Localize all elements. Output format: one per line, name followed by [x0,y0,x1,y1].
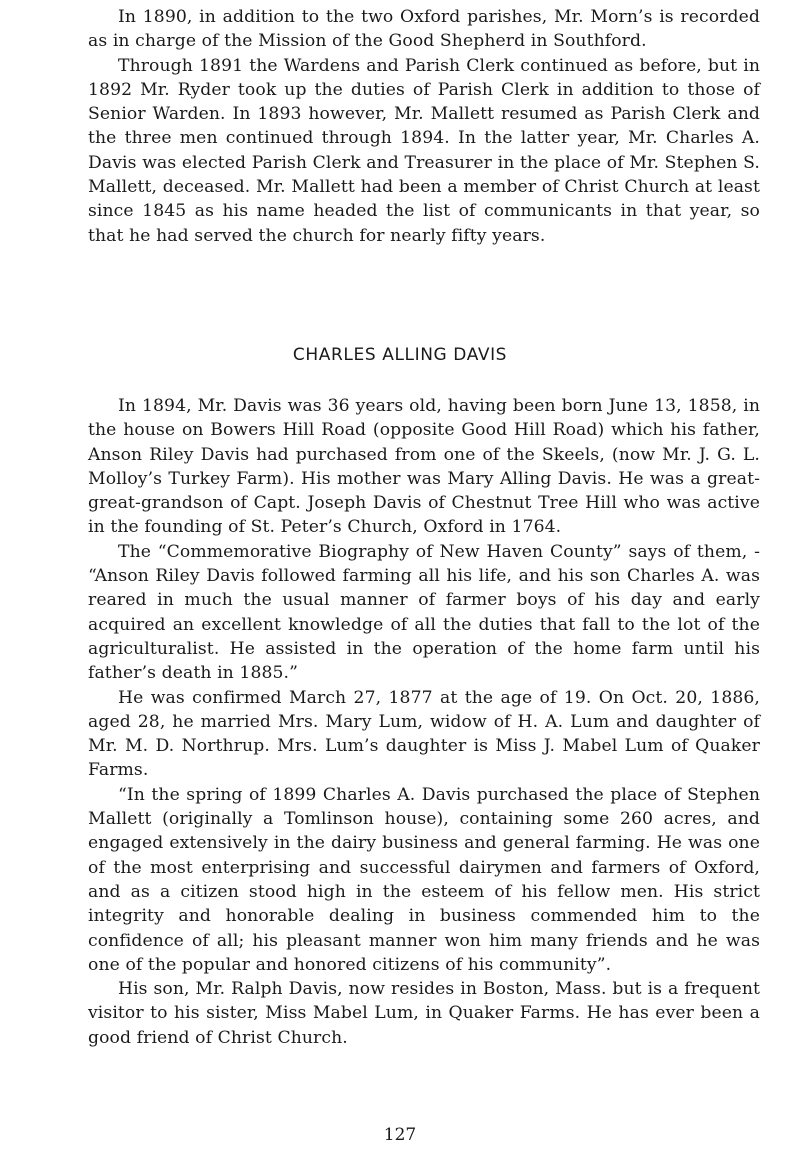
bottom-text-block [88,394,760,1050]
paragraph-wardens-parish-clerk: Through 1891 the Wardens and Parish Clerk continued as before, but in 1892 Mr. Ryder took up the duties of Parish Clerk in addition to those of Senior Warden. In 1893 however, Mr. Mallett resumed as Parish Clerk and the three men continued through 1894. In the latter year, Mr. Charles A. Davis was elected Parish Clerk and Treasurer in the place of Mr. Stephen S. Mallett, deceased. Mr. Mallett had been a member of Christ Church at least since 1845 as his name headed the list of communicants in that year, so that he had served the church for nearly fifty years. [88,55,760,246]
paragraph-commemorative-biography: The “Commemorative Biography of New Haven County” says of them, - “Anson Riley Davis followed farming all his life, and his son Charles A. was reared in much the usual manner of farmer boys of his day and early acquired an excellent knowledge of all the duties that fall to the lot of the agriculturalist. He assisted in the operation of the home farm until his father’s death in 1885.” [88,541,760,684]
top-text-block [88,5,760,248]
paragraph-oxford-parishes: In 1890, in addition to the two Oxford parishes, Mr. Morn’s is recorded as in charge of the Mission of the Good Shepherd in Southford. [88,7,760,52]
page-number: 127 [383,1125,417,1145]
paragraph-dairy-business: “In the spring of 1899 Charles A. Davis purchased the place of Stephen Mallett (originally a Tomlinson house), containing some 260 acres, and engaged extensively in the dairy business and general farming. He was one of the most enterprising and successful dairymen and farmers of Oxford, and as a citizen stood high in the esteem of his fellow men. His strict integrity and honorable dealing in business commended him to the confidence of all; his pleasant manner won him many friends and he was one of the popular and honored citizens of his community”. [88,784,760,975]
paragraph-confirmation-marriage: He was confirmed March 27, 1877 at the age of 19. On Oct. 20, 1886, aged 28, he married Mrs. Mary Lum, widow of H. A. Lum and daughter of Mr. M. D. Northrup. Mrs. Lum’s daughter is Miss J. Mabel Lum of Quaker Farms. [88,687,760,781]
section-heading: CHARLES ALLING DAVIS [292,345,508,365]
paragraph-davis-birth: In 1894, Mr. Davis was 36 years old, having been born June 13, 1858, in the house on Bowers Hill Road (opposite Good Hill Road) which his father, Anson Riley Davis had purchased from one of the Skeels, (now Mr. J. G. L. Molloy’s Turkey Farm). His mother was Mary Alling Davis. He was a great- great-grandson of Capt. Joseph Davis of Chestnut Tree Hill who was active in the founding of St. Peter’s Church, Oxford in 1764. [88,396,760,538]
paragraph-ralph-davis: His son, Mr. Ralph Davis, now resides in Boston, Mass. but is a frequent visitor to his sister, Miss Mabel Lum, in Quaker Farms. He has ever been a good friend of Christ Church. [88,979,760,1048]
